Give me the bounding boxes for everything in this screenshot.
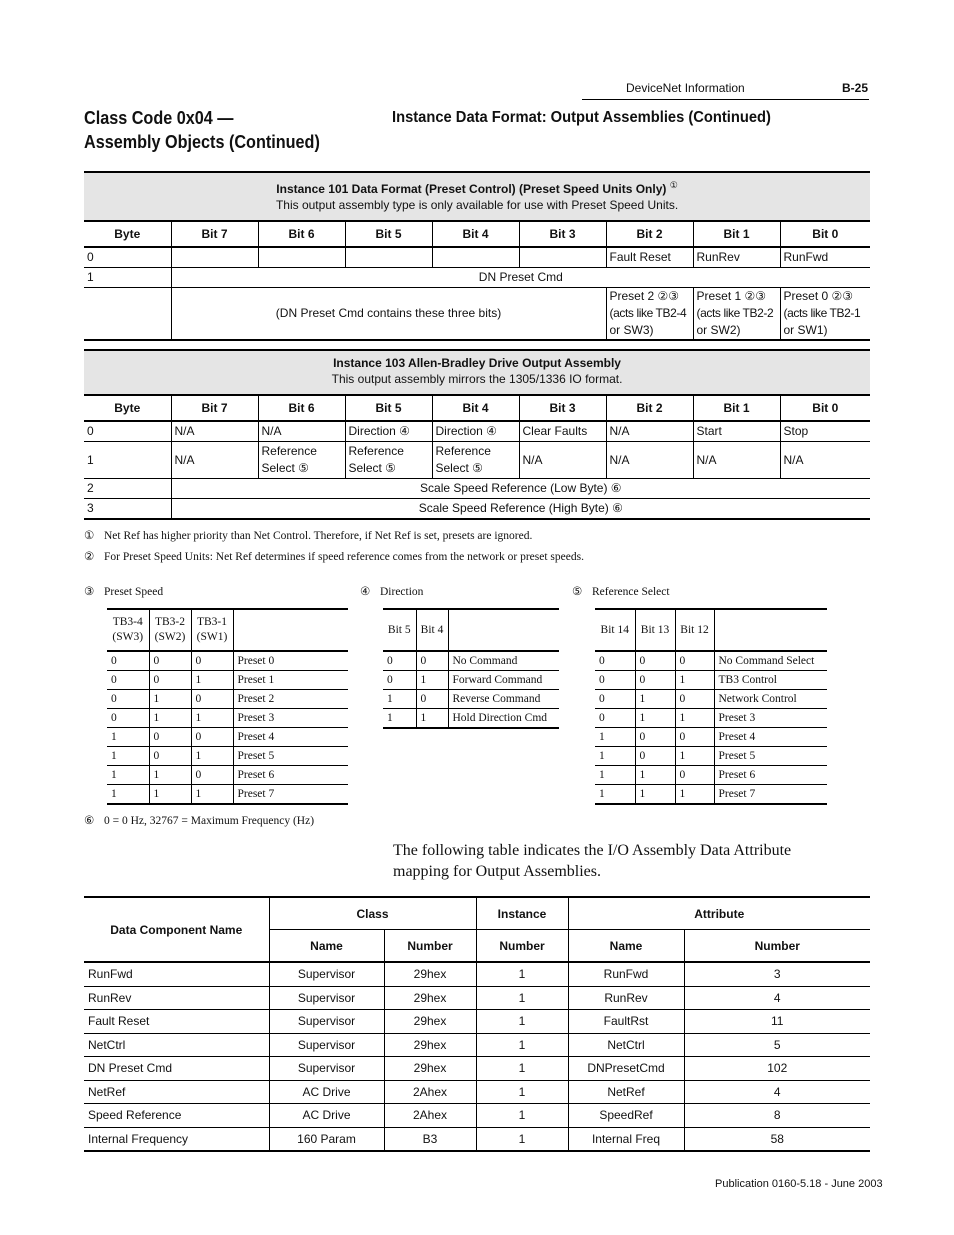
bit-cell: Preset 0 ②③ (acts like TB2-1 or SW1)	[780, 288, 870, 341]
table-cell: 0	[595, 651, 635, 671]
table-cell: Network Control	[714, 690, 827, 709]
table-cell: 1	[191, 671, 233, 690]
table-row	[84, 479, 870, 499]
col-header-class-number: Number	[384, 930, 476, 963]
table-cell: 0	[149, 651, 191, 671]
table-row	[84, 288, 870, 341]
bit-cell: N/A	[693, 442, 780, 479]
instance-101-subtitle: This output assembly type is only available for use with Preset Speed Units.	[275, 198, 679, 212]
table-cell: 1	[635, 766, 675, 785]
footnote-3-label	[84, 584, 163, 598]
table-cell: 1	[635, 690, 675, 709]
table-cell: RunRev	[84, 986, 269, 1010]
byte-cell: 3	[84, 499, 171, 520]
table-cell: 1	[383, 709, 416, 729]
bit-cell: Clear Faults	[519, 421, 606, 442]
table-cell: AC Drive	[269, 1080, 384, 1104]
byte-cell: 0	[84, 421, 171, 442]
col-header: TB3-1 (SW1)	[191, 609, 233, 651]
table-cell: 1	[149, 690, 191, 709]
table-cell: 5	[684, 1033, 870, 1057]
instance-101-table	[84, 171, 870, 341]
table-row	[107, 651, 348, 671]
table-header-row	[595, 609, 827, 651]
col-header: Byte	[84, 395, 171, 421]
footnote-mark: ⑥	[84, 815, 95, 827]
bit-cell: N/A	[780, 442, 870, 479]
table-cell: Speed Reference	[84, 1104, 269, 1128]
table-cell: 0	[191, 728, 233, 747]
table-cell: 29hex	[384, 962, 476, 986]
table-row	[107, 690, 348, 709]
table-cell: 160 Param	[269, 1127, 384, 1151]
col-header: Bit 1	[693, 221, 780, 247]
table-cell: 0	[383, 671, 416, 690]
table-row	[595, 709, 827, 728]
table-cell: 0	[107, 709, 149, 728]
table-row	[595, 690, 827, 709]
footnote-1	[84, 528, 532, 542]
table-row	[107, 671, 348, 690]
col-header: Bit 5	[383, 609, 416, 651]
bit-cell: Stop	[780, 421, 870, 442]
footnote-text: Reference Select	[592, 586, 670, 598]
table-cell: 1	[476, 1127, 568, 1151]
footnote-mark: ②	[84, 551, 95, 563]
table-row	[595, 728, 827, 747]
table-cell: Preset 1	[233, 671, 348, 690]
table-row	[84, 247, 870, 268]
table-row	[383, 671, 559, 690]
table-cell: 0	[149, 728, 191, 747]
instance-103-caption	[84, 350, 870, 395]
footnote-text: Preset Speed	[104, 586, 164, 598]
table-header-row	[84, 897, 870, 930]
table-cell: 0	[191, 651, 233, 671]
table-cell: 1	[635, 709, 675, 728]
table-cell: Supervisor	[269, 986, 384, 1010]
bit-cell: Direction ④	[432, 421, 519, 442]
table-cell: 0	[635, 671, 675, 690]
col-header-attribute-number: Number	[684, 930, 870, 963]
table-row	[84, 1080, 870, 1104]
table-cell: 3	[684, 962, 870, 986]
table-row	[84, 442, 870, 479]
table-cell: 29hex	[384, 1057, 476, 1081]
table-cell: Preset 5	[233, 747, 348, 766]
table-cell: 1	[416, 671, 448, 690]
table-cell: SpeedRef	[568, 1104, 684, 1128]
table-cell: Preset 6	[714, 766, 827, 785]
table-row	[595, 747, 827, 766]
footnote-mark: ⑤	[572, 586, 583, 598]
table-cell: 0	[675, 651, 714, 671]
intro-paragraph	[393, 840, 791, 882]
bit-cell: N/A	[519, 442, 606, 479]
table-cell: 1	[595, 728, 635, 747]
table-cell: 1	[107, 766, 149, 785]
col-header-class-name: Name	[269, 930, 384, 963]
table-cell: 0	[675, 766, 714, 785]
table-cell: Preset 0	[233, 651, 348, 671]
col-header-data-component-name: Data Component Name	[84, 897, 269, 962]
table-cell: 1	[107, 747, 149, 766]
table-row	[595, 785, 827, 805]
table-cell: Reverse Command	[448, 690, 559, 709]
col-header: Bit 0	[780, 395, 870, 421]
footnote-text: Direction	[380, 586, 424, 598]
table-cell: 1	[107, 785, 149, 805]
col-header: Byte	[84, 221, 171, 247]
table-cell: 0	[416, 651, 448, 671]
col-header: Bit 7	[171, 395, 258, 421]
table-cell: 0	[675, 690, 714, 709]
table-cell: 1	[675, 785, 714, 805]
table-cell: 29hex	[384, 986, 476, 1010]
table-row	[84, 499, 870, 520]
bit-cell: Reference Select ⑤	[345, 442, 432, 479]
table-cell: 0	[635, 651, 675, 671]
table-cell: 0	[416, 690, 448, 709]
span-cell: Scale Speed Reference (High Byte) ⑥	[171, 499, 870, 520]
bit-cell: N/A	[171, 421, 258, 442]
table-cell: NetRef	[568, 1080, 684, 1104]
bit-cell: Preset 2 ②③ (acts like TB2-4 or SW3)	[606, 288, 693, 341]
col-header: Bit 4	[432, 221, 519, 247]
table-row	[383, 651, 559, 671]
col-header: Bit 5	[345, 395, 432, 421]
table-row	[107, 709, 348, 728]
col-header-attribute: Attribute	[568, 897, 870, 930]
table-cell: 1	[595, 785, 635, 805]
table-cell: 0	[595, 690, 635, 709]
table-row	[84, 1104, 870, 1128]
table-cell: Hold Direction Cmd	[448, 709, 559, 729]
instance-101-title: Instance 101 Data Format (Preset Control) (Preset Speed Units Only)	[276, 182, 667, 196]
table-header-row	[383, 609, 559, 651]
table-row	[107, 785, 348, 805]
table-cell: 1	[675, 671, 714, 690]
footnote-4-label	[360, 584, 423, 598]
table-row	[84, 1127, 870, 1151]
col-header: Bit 4	[432, 395, 519, 421]
table-cell: 1	[149, 766, 191, 785]
table-cell: 1	[675, 709, 714, 728]
table-cell: Internal Frequency	[84, 1127, 269, 1151]
table-cell: 0	[675, 728, 714, 747]
table-cell: 2Ahex	[384, 1104, 476, 1128]
table-row	[595, 651, 827, 671]
table-cell: Preset 3	[233, 709, 348, 728]
col-header: Bit 6	[258, 395, 345, 421]
table-cell: 1	[107, 728, 149, 747]
table-cell: 1	[476, 1010, 568, 1034]
page-number: B-25	[842, 81, 869, 95]
table-cell: Supervisor	[269, 1033, 384, 1057]
table-cell: Supervisor	[269, 962, 384, 986]
table-header-row	[84, 395, 870, 421]
table-cell: 1	[149, 709, 191, 728]
table-row	[84, 1033, 870, 1057]
col-header	[714, 609, 827, 651]
subsection-title: Instance Data Format: Output Assemblies (Continued)	[392, 109, 771, 126]
table-cell: 1	[476, 1104, 568, 1128]
footnote-5-label	[572, 584, 670, 598]
table-row	[84, 986, 870, 1010]
table-cell: Internal Freq	[568, 1127, 684, 1151]
col-header: TB3-4 (SW3)	[107, 609, 149, 651]
table-cell: Forward Command	[448, 671, 559, 690]
table-header-row	[107, 609, 348, 651]
table-row	[107, 766, 348, 785]
footnote-text: Net Ref has higher priority than Net Control. Therefore, if Net Ref is set, presets are ignored.	[104, 530, 533, 542]
table-cell: 1	[191, 747, 233, 766]
table-cell: TB3 Control	[714, 671, 827, 690]
table-cell: 1	[476, 986, 568, 1010]
table-cell: 0	[191, 690, 233, 709]
table-header-row	[84, 221, 870, 247]
table-row	[84, 962, 870, 986]
table-cell: 1	[191, 785, 233, 805]
table-row	[595, 766, 827, 785]
table-cell: DNPresetCmd	[568, 1057, 684, 1081]
table-row	[107, 747, 348, 766]
span-cell: Scale Speed Reference (Low Byte) ⑥	[171, 479, 870, 499]
footnote-6	[84, 813, 314, 827]
table-cell: 1	[149, 785, 191, 805]
instance-103-subtitle: This output assembly mirrors the 1305/1336 IO format.	[331, 372, 623, 386]
table-cell: 29hex	[384, 1033, 476, 1057]
table-cell: 0	[149, 747, 191, 766]
table-cell: 102	[684, 1057, 870, 1081]
table-cell: 0	[107, 671, 149, 690]
col-header: Bit 4	[416, 609, 448, 651]
col-header: Bit 0	[780, 221, 870, 247]
header-rule	[582, 99, 869, 100]
publication-footer: Publication 0160-5.18 - June 2003	[715, 1178, 883, 1190]
table-cell: 1	[383, 690, 416, 709]
bit-cell: Preset 1 ②③ (acts like TB2-2 or SW2)	[693, 288, 780, 341]
section-title-line-1: Class Code 0x04 —	[84, 108, 234, 128]
footnote-text: For Preset Speed Units: Net Ref determines if speed reference comes from the network or preset speeds.	[104, 551, 584, 563]
table-cell: NetCtrl	[84, 1033, 269, 1057]
running-header-section: DeviceNet Information	[626, 81, 745, 95]
table-cell: 11	[684, 1010, 870, 1034]
reference-select-table	[595, 608, 827, 805]
bit-cell: Direction ④	[345, 421, 432, 442]
footnote-mark: ③	[84, 586, 95, 598]
table-cell: 0	[107, 651, 149, 671]
table-cell: 0	[595, 671, 635, 690]
col-header: Bit 7	[171, 221, 258, 247]
bit-cell: RunFwd	[780, 247, 870, 268]
table-cell: Preset 7	[233, 785, 348, 805]
table-cell: 0	[149, 671, 191, 690]
bit-cell: N/A	[606, 442, 693, 479]
section-title-line-2: Assembly Objects (Continued)	[84, 132, 320, 152]
table-cell: Fault Reset	[84, 1010, 269, 1034]
col-header	[448, 609, 559, 651]
bit-cell: N/A	[606, 421, 693, 442]
table-cell: Supervisor	[269, 1057, 384, 1081]
instance-103-title: Instance 103 Allen-Bradley Drive Output Assembly	[333, 356, 621, 370]
col-header: Bit 13	[635, 609, 675, 651]
table-cell: 58	[684, 1127, 870, 1151]
direction-table	[383, 608, 559, 729]
col-header	[233, 609, 348, 651]
col-header: Bit 12	[675, 609, 714, 651]
table-cell: 4	[684, 1080, 870, 1104]
table-cell: 0	[191, 766, 233, 785]
bit-cell: N/A	[171, 442, 258, 479]
footnote-2	[84, 549, 584, 563]
col-header: Bit 1	[693, 395, 780, 421]
paragraph-line: The following table indicates the I/O Assembly Data Attribute	[393, 842, 792, 859]
table-cell: No Command Select	[714, 651, 827, 671]
col-header: Bit 5	[345, 221, 432, 247]
paragraph-line: mapping for Output Assemblies.	[393, 863, 601, 880]
table-row	[84, 268, 870, 288]
table-cell: RunFwd	[568, 962, 684, 986]
table-cell: 1	[416, 709, 448, 729]
table-cell: 0	[595, 709, 635, 728]
span-cell: (DN Preset Cmd contains these three bits)	[171, 288, 606, 341]
bit-cell: Fault Reset	[606, 247, 693, 268]
col-header-attribute-name: Name	[568, 930, 684, 963]
bit-cell: Start	[693, 421, 780, 442]
table-row	[84, 1057, 870, 1081]
table-cell: No Command	[448, 651, 559, 671]
table-cell: Preset 2	[233, 690, 348, 709]
col-header: TB3-2 (SW2)	[149, 609, 191, 651]
table-row	[383, 709, 559, 729]
table-cell: 1	[476, 1080, 568, 1104]
table-cell: Supervisor	[269, 1010, 384, 1034]
table-cell: 0	[107, 690, 149, 709]
col-header: Bit 3	[519, 221, 606, 247]
table-cell: 8	[684, 1104, 870, 1128]
byte-cell: 1	[84, 268, 171, 288]
table-row	[84, 421, 870, 442]
table-cell: 0	[635, 728, 675, 747]
col-header: Bit 2	[606, 221, 693, 247]
col-header: Bit 2	[606, 395, 693, 421]
table-row	[595, 671, 827, 690]
table-cell: Preset 7	[714, 785, 827, 805]
bit-cell: Reference Select ⑤	[432, 442, 519, 479]
table-cell: 1	[476, 962, 568, 986]
table-cell: Preset 4	[714, 728, 827, 747]
table-cell: 1	[476, 1057, 568, 1081]
col-header: Bit 3	[519, 395, 606, 421]
table-cell: NetRef	[84, 1080, 269, 1104]
preset-speed-table	[107, 608, 348, 805]
col-header-instance: Instance	[476, 897, 568, 930]
table-cell: 29hex	[384, 1010, 476, 1034]
byte-cell: 0	[84, 247, 171, 268]
span-cell: DN Preset Cmd	[171, 268, 870, 288]
table-cell: 2Ahex	[384, 1080, 476, 1104]
table-cell: B3	[384, 1127, 476, 1151]
table-cell: 4	[684, 986, 870, 1010]
table-cell: Preset 3	[714, 709, 827, 728]
table-cell: FaultRst	[568, 1010, 684, 1034]
table-cell: DN Preset Cmd	[84, 1057, 269, 1081]
table-row	[107, 728, 348, 747]
table-cell: 1	[675, 747, 714, 766]
table-cell: 1	[595, 747, 635, 766]
table-cell: 1	[635, 785, 675, 805]
instance-103-table	[84, 349, 870, 520]
footnote-mark: ①	[84, 530, 95, 542]
col-header-class: Class	[269, 897, 476, 930]
footnote-text: 0 = 0 Hz, 32767 = Maximum Frequency (Hz)	[104, 815, 315, 827]
table-cell: Preset 4	[233, 728, 348, 747]
col-header-instance-number: Number	[476, 930, 568, 963]
table-cell: 1	[595, 766, 635, 785]
table-cell: NetCtrl	[568, 1033, 684, 1057]
bit-cell: Reference Select ⑤	[258, 442, 345, 479]
output-assembly-mapping-table	[84, 896, 870, 1152]
bit-cell: N/A	[258, 421, 345, 442]
table-cell: 0	[383, 651, 416, 671]
col-header: Bit 6	[258, 221, 345, 247]
col-header: Bit 14	[595, 609, 635, 651]
byte-cell: 1	[84, 442, 171, 479]
table-cell: RunFwd	[84, 962, 269, 986]
table-row	[383, 690, 559, 709]
instance-101-caption	[84, 172, 870, 221]
table-row	[84, 1010, 870, 1034]
bit-cell: RunRev	[693, 247, 780, 268]
byte-cell: 2	[84, 479, 171, 499]
table-cell: 1	[191, 709, 233, 728]
table-cell: 0	[635, 747, 675, 766]
table-cell: AC Drive	[269, 1104, 384, 1128]
section-title	[84, 106, 320, 154]
table-cell: Preset 6	[233, 766, 348, 785]
table-cell: Preset 5	[714, 747, 827, 766]
footnote-mark: ④	[360, 586, 371, 598]
table-cell: 1	[476, 1033, 568, 1057]
table-cell: RunRev	[568, 986, 684, 1010]
footnote-ref: ①	[669, 180, 678, 190]
